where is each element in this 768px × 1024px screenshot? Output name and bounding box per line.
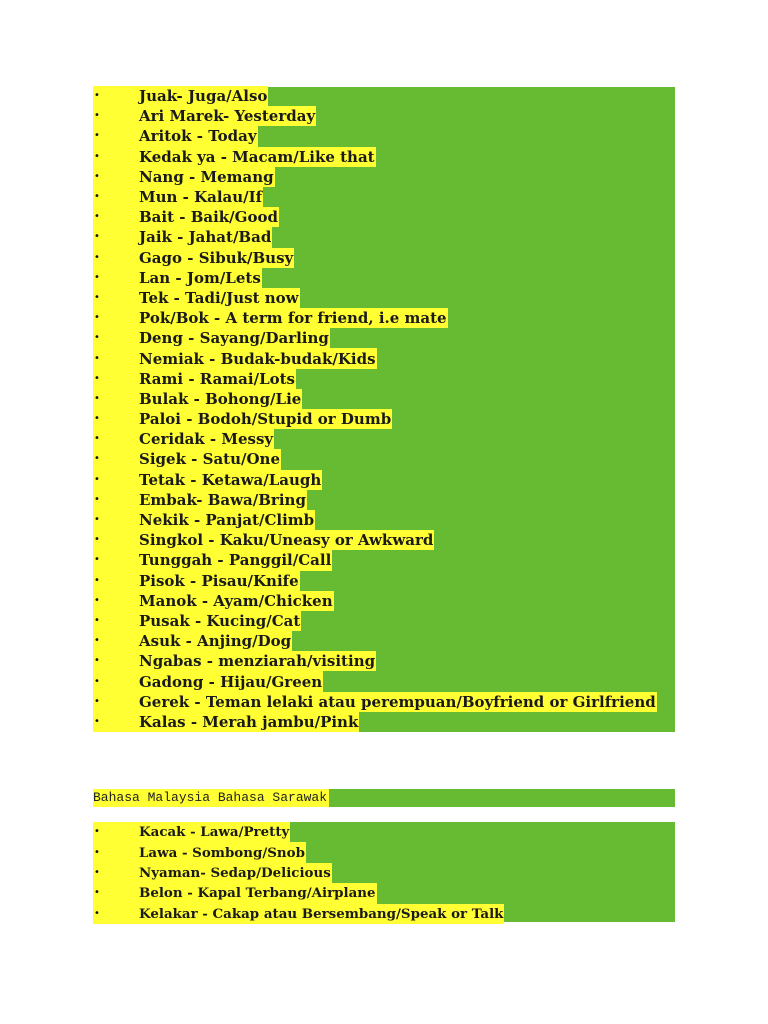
bullet-icon: • <box>94 887 100 899</box>
bullet-icon: • <box>94 826 100 838</box>
list-item-text: Lawa - Sombong/Snob <box>139 842 306 862</box>
bullet-marker <box>93 248 139 268</box>
bullet-marker <box>93 409 139 429</box>
bullet-marker <box>93 842 139 862</box>
list-item-text: Ngabas - menziarah/visiting <box>139 652 376 671</box>
list-item-text: Nang - Memang <box>139 167 274 186</box>
bullet-icon: • <box>94 352 100 364</box>
list-item-text: Asuk - Anjing/Dog <box>139 632 292 651</box>
list-item-text: Kacak - Lawa/Pretty <box>139 822 290 842</box>
bullet-icon: • <box>94 372 100 384</box>
list-item-text: Pusak - Kucing/Cat <box>139 611 301 630</box>
bullet-icon: • <box>94 554 100 566</box>
list-item <box>93 904 675 924</box>
bullet-icon: • <box>94 291 100 303</box>
list-item-text: Deng - Sayang/Darling <box>139 329 329 348</box>
list-item <box>93 147 675 167</box>
list-item <box>93 490 675 510</box>
list-item <box>93 671 675 691</box>
list-item-text: Kedak ya - Macam/Like that <box>139 147 375 166</box>
list-item <box>93 470 675 490</box>
list-item-text: Rami - Ramai/Lots <box>139 369 295 388</box>
list-item <box>93 692 675 712</box>
vocabulary-list-second <box>93 822 675 922</box>
list-item-text: Aritok - Today <box>139 127 257 146</box>
list-item <box>93 268 675 288</box>
bullet-marker <box>93 904 139 924</box>
list-item <box>93 842 675 862</box>
list-item <box>93 227 675 247</box>
list-item <box>93 187 675 207</box>
list-item <box>93 86 675 106</box>
bullet-marker <box>93 167 139 187</box>
bullet-marker <box>93 490 139 510</box>
list-item-text: Tunggah - Panggil/Call <box>139 551 332 570</box>
bullet-icon: • <box>94 473 100 485</box>
list-item-text: Manok - Ayam/Chicken <box>139 591 333 610</box>
bullet-icon: • <box>94 191 100 203</box>
bullet-marker <box>93 651 139 671</box>
bullet-icon: • <box>94 271 100 283</box>
list-item-text: Nyaman- Sedap/Delicious <box>139 863 332 883</box>
bullet-marker <box>93 449 139 469</box>
list-item-text: Pisok - Pisau/Knife <box>139 571 299 590</box>
list-item <box>93 167 675 187</box>
list-item <box>93 530 675 550</box>
bullet-icon: • <box>94 715 100 727</box>
list-item <box>93 207 675 227</box>
list-item <box>93 389 675 409</box>
bullet-icon: • <box>94 695 100 707</box>
bullet-icon: • <box>94 231 100 243</box>
bullet-marker <box>93 126 139 146</box>
list-item-text: Bulak - Bohong/Lie <box>139 389 302 408</box>
bullet-icon: • <box>94 251 100 263</box>
list-item <box>93 611 675 631</box>
bullet-marker <box>93 671 139 691</box>
list-item-text: Jaik - Jahat/Bad <box>139 228 272 247</box>
bullet-icon: • <box>94 655 100 667</box>
list-item <box>93 822 675 842</box>
list-item-text: Embak- Bawa/Bring <box>139 490 306 509</box>
list-item <box>93 348 675 368</box>
bullet-marker <box>93 611 139 631</box>
list-item-text: Pok/Bok - A term for friend, i.e mate <box>139 309 447 328</box>
bullet-icon: • <box>94 413 100 425</box>
bullet-marker <box>93 268 139 288</box>
list-item <box>93 631 675 651</box>
bullet-icon: • <box>94 453 100 465</box>
list-item-text: Singkol - Kaku/Uneasy or Awkward <box>139 531 434 550</box>
bullet-icon: • <box>94 534 100 546</box>
list-item <box>93 712 675 732</box>
bullet-icon: • <box>94 846 100 858</box>
bullet-marker <box>93 328 139 348</box>
list-item <box>93 510 675 530</box>
list-item-text: Gerek - Teman lelaki atau perempuan/Boyfriend or Girlfriend <box>139 692 656 711</box>
list-item-text: Gago - Sibuk/Busy <box>139 248 294 267</box>
list-item <box>93 248 675 268</box>
list-item-text: Tek - Tadi/Just now <box>139 288 299 307</box>
list-item <box>93 449 675 469</box>
bullet-marker <box>93 389 139 409</box>
bullet-marker <box>93 550 139 570</box>
bullet-marker <box>93 369 139 389</box>
list-item-text: Nekik - Panjat/Climb <box>139 511 315 530</box>
bullet-marker <box>93 308 139 328</box>
bullet-icon: • <box>94 150 100 162</box>
list-item <box>93 550 675 570</box>
bullet-marker <box>93 692 139 712</box>
vocabulary-list-main <box>93 87 675 732</box>
list-item-text: Gadong - Hijau/Green <box>139 672 323 691</box>
list-item <box>93 126 675 146</box>
bullet-icon: • <box>94 332 100 344</box>
list-item-text: Nemiak - Budak-budak/Kids <box>139 349 376 368</box>
list-item-text: Lan - Jom/Lets <box>139 268 261 287</box>
bullet-icon: • <box>94 635 100 647</box>
bullet-marker <box>93 429 139 449</box>
bullet-icon: • <box>94 514 100 526</box>
list-item <box>93 591 675 611</box>
list-item-text: Tetak - Ketawa/Laugh <box>139 470 322 489</box>
bullet-icon: • <box>94 170 100 182</box>
bullet-marker <box>93 530 139 550</box>
bullet-marker <box>93 147 139 167</box>
bullet-marker <box>93 207 139 227</box>
bullet-marker <box>93 187 139 207</box>
bullet-marker <box>93 348 139 368</box>
list-item <box>93 308 675 328</box>
bullet-icon: • <box>94 493 100 505</box>
bullet-icon: • <box>94 574 100 586</box>
bullet-icon: • <box>94 866 100 878</box>
bullet-marker <box>93 106 139 126</box>
bullet-marker <box>93 571 139 591</box>
list-item-text: Kalas - Merah jambu/Pink <box>139 712 359 731</box>
bullet-icon: • <box>94 392 100 404</box>
bullet-icon: • <box>94 675 100 687</box>
list-item-text: Paloi - Bodoh/Stupid or Dumb <box>139 410 392 429</box>
list-item <box>93 883 675 903</box>
list-item <box>93 328 675 348</box>
list-item-text: Ceridak - Messy <box>139 430 274 449</box>
list-item <box>93 369 675 389</box>
list-item <box>93 863 675 883</box>
list-item-text: Kelakar - Cakap atau Bersembang/Speak or Talk <box>139 904 504 924</box>
list-item-text: Mun - Kalau/If <box>139 188 263 207</box>
list-item-text: Ari Marek- Yesterday <box>139 107 316 126</box>
bullet-icon: • <box>94 312 100 324</box>
bullet-icon: • <box>94 433 100 445</box>
section-heading: Bahasa Malaysia Bahasa Sarawak <box>93 790 328 805</box>
bullet-icon: • <box>94 110 100 122</box>
list-item <box>93 651 675 671</box>
list-item-text: Sigek - Satu/One <box>139 450 281 469</box>
bullet-marker <box>93 712 139 732</box>
bullet-marker <box>93 510 139 530</box>
bullet-icon: • <box>94 907 100 919</box>
bullet-icon: • <box>94 614 100 626</box>
bullet-marker <box>93 86 139 106</box>
bullet-marker <box>93 470 139 490</box>
bullet-marker <box>93 883 139 903</box>
section-heading-bar <box>93 789 675 807</box>
list-item <box>93 106 675 126</box>
bullet-marker <box>93 288 139 308</box>
bullet-icon: • <box>94 90 100 102</box>
list-item <box>93 429 675 449</box>
bullet-marker <box>93 631 139 651</box>
bullet-icon: • <box>94 594 100 606</box>
list-item <box>93 571 675 591</box>
bullet-icon: • <box>94 211 100 223</box>
list-item-text: Bait - Baik/Good <box>139 208 278 227</box>
list-item-text: Juak- Juga/Also <box>139 87 268 106</box>
list-item <box>93 409 675 429</box>
list-item-text: Belon - Kapal Terbang/Airplane <box>139 883 377 903</box>
bullet-marker <box>93 591 139 611</box>
bullet-marker <box>93 863 139 883</box>
list-item <box>93 288 675 308</box>
bullet-icon: • <box>94 130 100 142</box>
bullet-marker <box>93 822 139 842</box>
bullet-marker <box>93 227 139 247</box>
